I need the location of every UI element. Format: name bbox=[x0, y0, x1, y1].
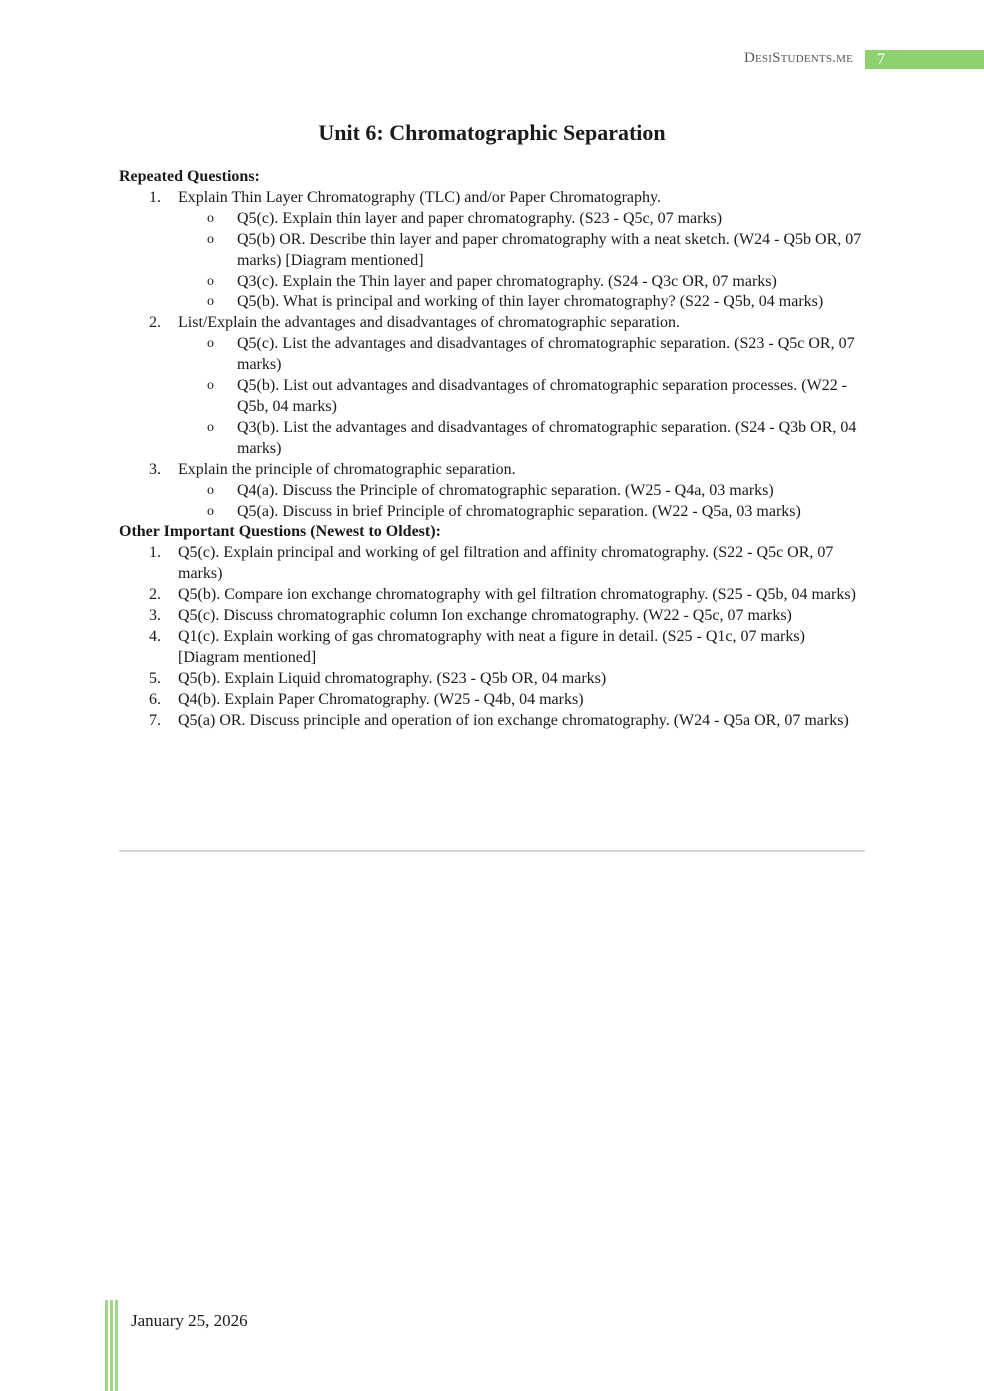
sub-question-text: Q3(b). List the advantages and disadvantages of chromatographic separation. (S24 - Q3b OR, 04 marks) bbox=[237, 418, 857, 457]
footer-decoration bbox=[105, 1300, 119, 1391]
footer-date: January 25, 2026 bbox=[131, 1311, 248, 1330]
list-number: 1. bbox=[149, 188, 161, 206]
sub-question-item bbox=[178, 376, 869, 418]
sub-question-text: Q5(b). What is principal and working of thin layer chromatography? (S22 - Q5b, 04 marks) bbox=[237, 293, 824, 311]
question-text: Q5(b). Explain Liquid chromatography. (S23 - Q5b OR, 04 marks) bbox=[178, 669, 607, 687]
repeated-question-item bbox=[119, 313, 869, 459]
sub-question-text: Q5(b). List out advantages and disadvantages of chromatographic separation processes. (W22 - Q5b, 04 marks) bbox=[237, 377, 848, 415]
other-questions-heading: Other Important Questions (Newest to Oldest): bbox=[119, 523, 441, 541]
bullet-icon: o bbox=[207, 419, 214, 435]
footer-line bbox=[105, 1300, 108, 1391]
document-body bbox=[119, 167, 869, 731]
other-question-item bbox=[119, 627, 869, 669]
other-question-item bbox=[119, 690, 869, 711]
sub-question-item bbox=[178, 481, 869, 502]
sub-question-item bbox=[178, 418, 869, 460]
bullet-icon: o bbox=[207, 231, 214, 247]
sub-question-item bbox=[178, 502, 869, 523]
question-text: Explain Thin Layer Chromatography (TLC) and/or Paper Chromatography. bbox=[178, 188, 661, 206]
list-number: 7. bbox=[149, 711, 161, 729]
sub-question-text: Q5(c). Explain thin layer and paper chromatography. (S23 - Q5c, 07 marks) bbox=[237, 209, 723, 227]
list-number: 2. bbox=[149, 586, 161, 604]
page-number-badge: 7 bbox=[865, 50, 984, 69]
repeated-questions-heading: Repeated Questions: bbox=[119, 168, 260, 185]
question-text: Q4(b). Explain Paper Chromatography. (W25 - Q4b, 04 marks) bbox=[178, 690, 584, 708]
footer-line bbox=[115, 1300, 118, 1391]
other-questions-list bbox=[119, 543, 869, 731]
list-number: 6. bbox=[149, 690, 161, 708]
question-text: Q5(c). Explain principal and working of gel filtration and affinity chromatography. (S22 - Q5c OR, 07 marks) bbox=[178, 544, 834, 583]
sub-question-item bbox=[178, 292, 869, 313]
list-number: 4. bbox=[149, 627, 161, 645]
sub-question-list bbox=[178, 334, 869, 459]
repeated-questions-list bbox=[119, 188, 869, 523]
list-number: 2. bbox=[149, 314, 161, 332]
sub-question-text: Q5(c). List the advantages and disadvantages of chromatographic separation. (S23 - Q5c OR, 07 marks) bbox=[237, 335, 855, 374]
section-divider bbox=[119, 850, 865, 852]
list-number: 3. bbox=[149, 607, 161, 625]
bullet-icon: o bbox=[207, 503, 214, 519]
list-number: 1. bbox=[149, 544, 161, 562]
question-text: List/Explain the advantages and disadvantages of chromatographic separation. bbox=[178, 314, 681, 332]
footer-line bbox=[110, 1300, 113, 1391]
header-brand: DesiStudents.me bbox=[743, 50, 853, 66]
sub-question-text: Q3(c). Explain the Thin layer and paper chromatography. (S24 - Q3c OR, 07 marks) bbox=[237, 272, 777, 290]
sub-question-text: Q5(a). Discuss in brief Principle of chromatographic separation. (W22 - Q5a, 03 marks) bbox=[237, 502, 801, 520]
repeated-question-item bbox=[119, 188, 869, 313]
other-question-item bbox=[119, 606, 869, 627]
other-question-item bbox=[119, 543, 869, 585]
sub-question-item bbox=[178, 334, 869, 376]
question-text: Explain the principle of chromatographic separation. bbox=[178, 460, 516, 478]
bullet-icon: o bbox=[207, 378, 214, 394]
sub-question-list bbox=[178, 481, 869, 523]
bullet-icon: o bbox=[207, 294, 214, 310]
other-question-item bbox=[119, 711, 869, 732]
sub-question-text: Q4(a). Discuss the Principle of chromatographic separation. (W25 - Q4a, 03 marks) bbox=[237, 481, 774, 499]
question-text: Q5(a) OR. Discuss principle and operation of ion exchange chromatography. (W24 - Q5a OR, 07 marks) bbox=[178, 711, 849, 729]
question-text: Q5(b). Compare ion exchange chromatography with gel filtration chromatography. (S25 - Q5b, 04 marks) bbox=[178, 586, 856, 604]
sub-question-list bbox=[178, 209, 869, 314]
sub-question-item bbox=[178, 230, 869, 272]
sub-question-item bbox=[178, 209, 869, 230]
sub-question-text: Q5(b) OR. Describe thin layer and paper chromatography with a neat sketch. (W24 - Q5b OR, 07 marks) [Diagram mentioned] bbox=[237, 230, 862, 269]
bullet-icon: o bbox=[207, 336, 214, 352]
list-number: 5. bbox=[149, 669, 161, 687]
question-text: Q5(c). Discuss chromatographic column Ion exchange chromatography. (W22 - Q5c, 07 marks) bbox=[178, 607, 792, 625]
question-text: Q1(c). Explain working of gas chromatography with neat a figure in detail. (S25 - Q1c, 07 marks) [Diagram mentioned] bbox=[178, 627, 805, 666]
other-question-item bbox=[119, 669, 869, 690]
bullet-icon: o bbox=[207, 273, 214, 289]
sub-question-item bbox=[178, 272, 869, 293]
list-number: 3. bbox=[149, 460, 161, 478]
bullet-icon: o bbox=[207, 482, 214, 498]
other-question-item bbox=[119, 585, 869, 606]
page-title: Unit 6: Chromatographic Separation bbox=[318, 120, 666, 145]
repeated-question-item bbox=[119, 460, 869, 523]
bullet-icon: o bbox=[207, 210, 214, 226]
